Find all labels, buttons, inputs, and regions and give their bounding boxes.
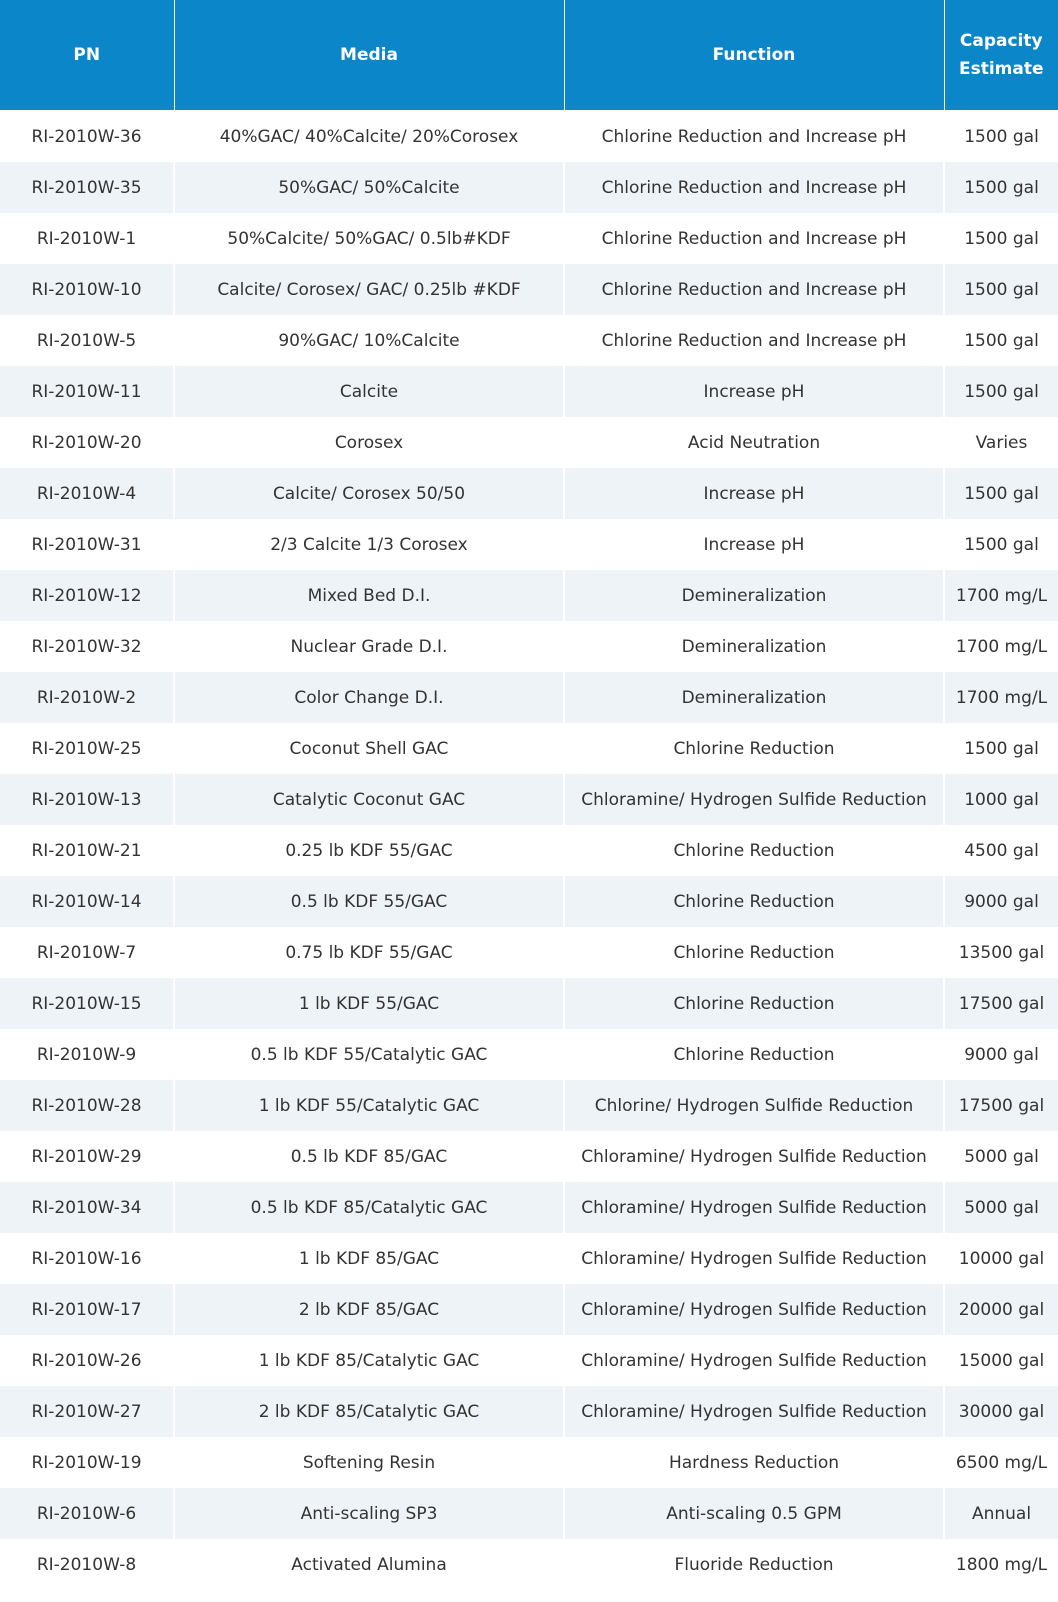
cell-capacity: 9000 gal: [944, 1029, 1058, 1080]
cell-capacity: 30000 gal: [944, 1386, 1058, 1437]
cell-function: Demineralization: [564, 621, 944, 672]
cell-pn: RI-2010W-9: [0, 1029, 174, 1080]
cell-function: Anti-scaling 0.5 GPM: [564, 1488, 944, 1539]
cell-media: 2 lb KDF 85/Catalytic GAC: [174, 1386, 564, 1437]
cell-function: Acid Neutration: [564, 417, 944, 468]
cell-capacity: 10000 gal: [944, 1233, 1058, 1284]
header-capacity-line1: Capacity: [959, 31, 1043, 51]
cell-function: Increase pH: [564, 519, 944, 570]
cell-media: Calcite/ Corosex/ GAC/ 0.25lb #KDF: [174, 264, 564, 315]
cell-capacity: 1500 gal: [944, 468, 1058, 519]
cell-function: Demineralization: [564, 570, 944, 621]
table-row: [0, 1233, 1058, 1284]
cell-media: Catalytic Coconut GAC: [174, 774, 564, 825]
table-row: [0, 519, 1058, 570]
table-row: [0, 723, 1058, 774]
cell-function: Chlorine Reduction: [564, 876, 944, 927]
cell-capacity: 1700 mg/L: [944, 570, 1058, 621]
cell-function: Chlorine Reduction and Increase pH: [564, 162, 944, 213]
cell-capacity: 17500 gal: [944, 978, 1058, 1029]
cell-capacity: 13500 gal: [944, 927, 1058, 978]
table-row: [0, 1284, 1058, 1335]
cell-function: Chlorine Reduction: [564, 927, 944, 978]
cell-media: Mixed Bed D.I.: [174, 570, 564, 621]
cell-function: Chloramine/ Hydrogen Sulfide Reduction: [564, 1335, 944, 1386]
cell-capacity: Annual: [944, 1488, 1058, 1539]
table-row: [0, 111, 1058, 163]
table-row: [0, 1335, 1058, 1386]
cell-capacity: Varies: [944, 417, 1058, 468]
cell-media: Calcite/ Corosex 50/50: [174, 468, 564, 519]
cell-pn: RI-2010W-15: [0, 978, 174, 1029]
cell-media: 0.75 lb KDF 55/GAC: [174, 927, 564, 978]
table-row: [0, 1488, 1058, 1539]
cell-media: 1 lb KDF 85/GAC: [174, 1233, 564, 1284]
cell-function: Demineralization: [564, 672, 944, 723]
cell-capacity: 1500 gal: [944, 315, 1058, 366]
cell-function: Chlorine Reduction and Increase pH: [564, 111, 944, 163]
header-capacity: [944, 0, 1058, 111]
cell-function: Chlorine Reduction: [564, 825, 944, 876]
cell-pn: RI-2010W-26: [0, 1335, 174, 1386]
table-row: [0, 876, 1058, 927]
cell-function: Chlorine/ Hydrogen Sulfide Reduction: [564, 1080, 944, 1131]
cell-pn: RI-2010W-35: [0, 162, 174, 213]
cell-capacity: 1500 gal: [944, 366, 1058, 417]
table-row: [0, 162, 1058, 213]
cell-media: 90%GAC/ 10%Calcite: [174, 315, 564, 366]
cell-pn: RI-2010W-19: [0, 1437, 174, 1488]
cell-pn: RI-2010W-17: [0, 1284, 174, 1335]
cell-media: Activated Alumina: [174, 1539, 564, 1590]
cell-media: Softening Resin: [174, 1437, 564, 1488]
cell-pn: RI-2010W-1: [0, 213, 174, 264]
cell-pn: RI-2010W-6: [0, 1488, 174, 1539]
table-row: [0, 621, 1058, 672]
cell-pn: RI-2010W-27: [0, 1386, 174, 1437]
table-row: [0, 825, 1058, 876]
cell-function: Chlorine Reduction: [564, 1029, 944, 1080]
cell-function: Chloramine/ Hydrogen Sulfide Reduction: [564, 1284, 944, 1335]
cell-pn: RI-2010W-34: [0, 1182, 174, 1233]
cell-capacity: 5000 gal: [944, 1131, 1058, 1182]
cell-pn: RI-2010W-2: [0, 672, 174, 723]
cell-pn: RI-2010W-14: [0, 876, 174, 927]
header-row: [0, 0, 1058, 111]
cell-pn: RI-2010W-7: [0, 927, 174, 978]
cell-pn: RI-2010W-31: [0, 519, 174, 570]
table-row: [0, 468, 1058, 519]
cell-pn: RI-2010W-28: [0, 1080, 174, 1131]
cell-media: 50%GAC/ 50%Calcite: [174, 162, 564, 213]
cell-capacity: 20000 gal: [944, 1284, 1058, 1335]
header-pn: PN: [0, 0, 174, 111]
cell-media: Corosex: [174, 417, 564, 468]
cell-capacity: 5000 gal: [944, 1182, 1058, 1233]
cell-pn: RI-2010W-5: [0, 315, 174, 366]
table-row: [0, 366, 1058, 417]
cell-capacity: 17500 gal: [944, 1080, 1058, 1131]
cell-media: 1 lb KDF 55/Catalytic GAC: [174, 1080, 564, 1131]
table-row: [0, 927, 1058, 978]
cell-media: 0.25 lb KDF 55/GAC: [174, 825, 564, 876]
table-row: [0, 315, 1058, 366]
cell-media: 1 lb KDF 55/GAC: [174, 978, 564, 1029]
table-row: [0, 1437, 1058, 1488]
cell-pn: RI-2010W-20: [0, 417, 174, 468]
cell-capacity: 1800 mg/L: [944, 1539, 1058, 1590]
cell-media: 2 lb KDF 85/GAC: [174, 1284, 564, 1335]
cell-function: Fluoride Reduction: [564, 1539, 944, 1590]
cell-pn: RI-2010W-21: [0, 825, 174, 876]
cell-pn: RI-2010W-16: [0, 1233, 174, 1284]
table-row: [0, 1539, 1058, 1590]
cell-function: Chloramine/ Hydrogen Sulfide Reduction: [564, 1233, 944, 1284]
cell-media: 2/3 Calcite 1/3 Corosex: [174, 519, 564, 570]
cell-capacity: 1500 gal: [944, 162, 1058, 213]
cell-capacity: 1700 mg/L: [944, 672, 1058, 723]
table-row: [0, 1080, 1058, 1131]
cell-function: Chloramine/ Hydrogen Sulfide Reduction: [564, 1131, 944, 1182]
table-row: [0, 213, 1058, 264]
cell-function: Chlorine Reduction: [564, 723, 944, 774]
table-row: [0, 978, 1058, 1029]
cell-pn: RI-2010W-8: [0, 1539, 174, 1590]
table-row: [0, 1029, 1058, 1080]
header-media: Media: [174, 0, 564, 111]
table-row: [0, 672, 1058, 723]
table-row: [0, 417, 1058, 468]
cell-media: Calcite: [174, 366, 564, 417]
cell-capacity: 1000 gal: [944, 774, 1058, 825]
table-row: [0, 1182, 1058, 1233]
cell-pn: RI-2010W-10: [0, 264, 174, 315]
cell-pn: RI-2010W-13: [0, 774, 174, 825]
header-capacity-line2: Estimate: [958, 59, 1044, 79]
cell-pn: RI-2010W-32: [0, 621, 174, 672]
table-row: [0, 774, 1058, 825]
cell-function: Hardness Reduction: [564, 1437, 944, 1488]
table-row: [0, 264, 1058, 315]
cell-pn: RI-2010W-29: [0, 1131, 174, 1182]
cell-function: Chlorine Reduction and Increase pH: [564, 315, 944, 366]
cell-function: Chlorine Reduction: [564, 978, 944, 1029]
cell-capacity: 9000 gal: [944, 876, 1058, 927]
cell-function: Increase pH: [564, 366, 944, 417]
cell-media: Nuclear Grade D.I.: [174, 621, 564, 672]
cell-function: Chlorine Reduction and Increase pH: [564, 213, 944, 264]
cell-capacity: 4500 gal: [944, 825, 1058, 876]
cell-capacity: 1500 gal: [944, 111, 1058, 163]
cell-media: 1 lb KDF 85/Catalytic GAC: [174, 1335, 564, 1386]
cell-media: 50%Calcite/ 50%GAC/ 0.5lb#KDF: [174, 213, 564, 264]
cell-media: Color Change D.I.: [174, 672, 564, 723]
cell-media: Coconut Shell GAC: [174, 723, 564, 774]
cell-function: Chloramine/ Hydrogen Sulfide Reduction: [564, 774, 944, 825]
table-row: [0, 570, 1058, 621]
cell-media: 0.5 lb KDF 55/Catalytic GAC: [174, 1029, 564, 1080]
cell-pn: RI-2010W-36: [0, 111, 174, 163]
cell-pn: RI-2010W-4: [0, 468, 174, 519]
cell-pn: RI-2010W-12: [0, 570, 174, 621]
cell-function: Chloramine/ Hydrogen Sulfide Reduction: [564, 1386, 944, 1437]
header-function: Function: [564, 0, 944, 111]
cell-media: 0.5 lb KDF 85/GAC: [174, 1131, 564, 1182]
table-header: [0, 0, 1058, 111]
cell-capacity: 1500 gal: [944, 519, 1058, 570]
cell-pn: RI-2010W-25: [0, 723, 174, 774]
cell-media: 40%GAC/ 40%Calcite/ 20%Corosex: [174, 111, 564, 163]
cell-media: 0.5 lb KDF 55/GAC: [174, 876, 564, 927]
cell-capacity: 15000 gal: [944, 1335, 1058, 1386]
cell-capacity: 1500 gal: [944, 723, 1058, 774]
cell-capacity: 1500 gal: [944, 264, 1058, 315]
cell-media: 0.5 lb KDF 85/Catalytic GAC: [174, 1182, 564, 1233]
cell-pn: RI-2010W-11: [0, 366, 174, 417]
cell-capacity: 1700 mg/L: [944, 621, 1058, 672]
table-body: [0, 111, 1058, 1591]
cell-function: Increase pH: [564, 468, 944, 519]
cell-function: Chloramine/ Hydrogen Sulfide Reduction: [564, 1182, 944, 1233]
table-row: [0, 1131, 1058, 1182]
cell-media: Anti-scaling SP3: [174, 1488, 564, 1539]
cell-capacity: 6500 mg/L: [944, 1437, 1058, 1488]
table-row: [0, 1386, 1058, 1437]
cell-function: Chlorine Reduction and Increase pH: [564, 264, 944, 315]
cell-capacity: 1500 gal: [944, 213, 1058, 264]
